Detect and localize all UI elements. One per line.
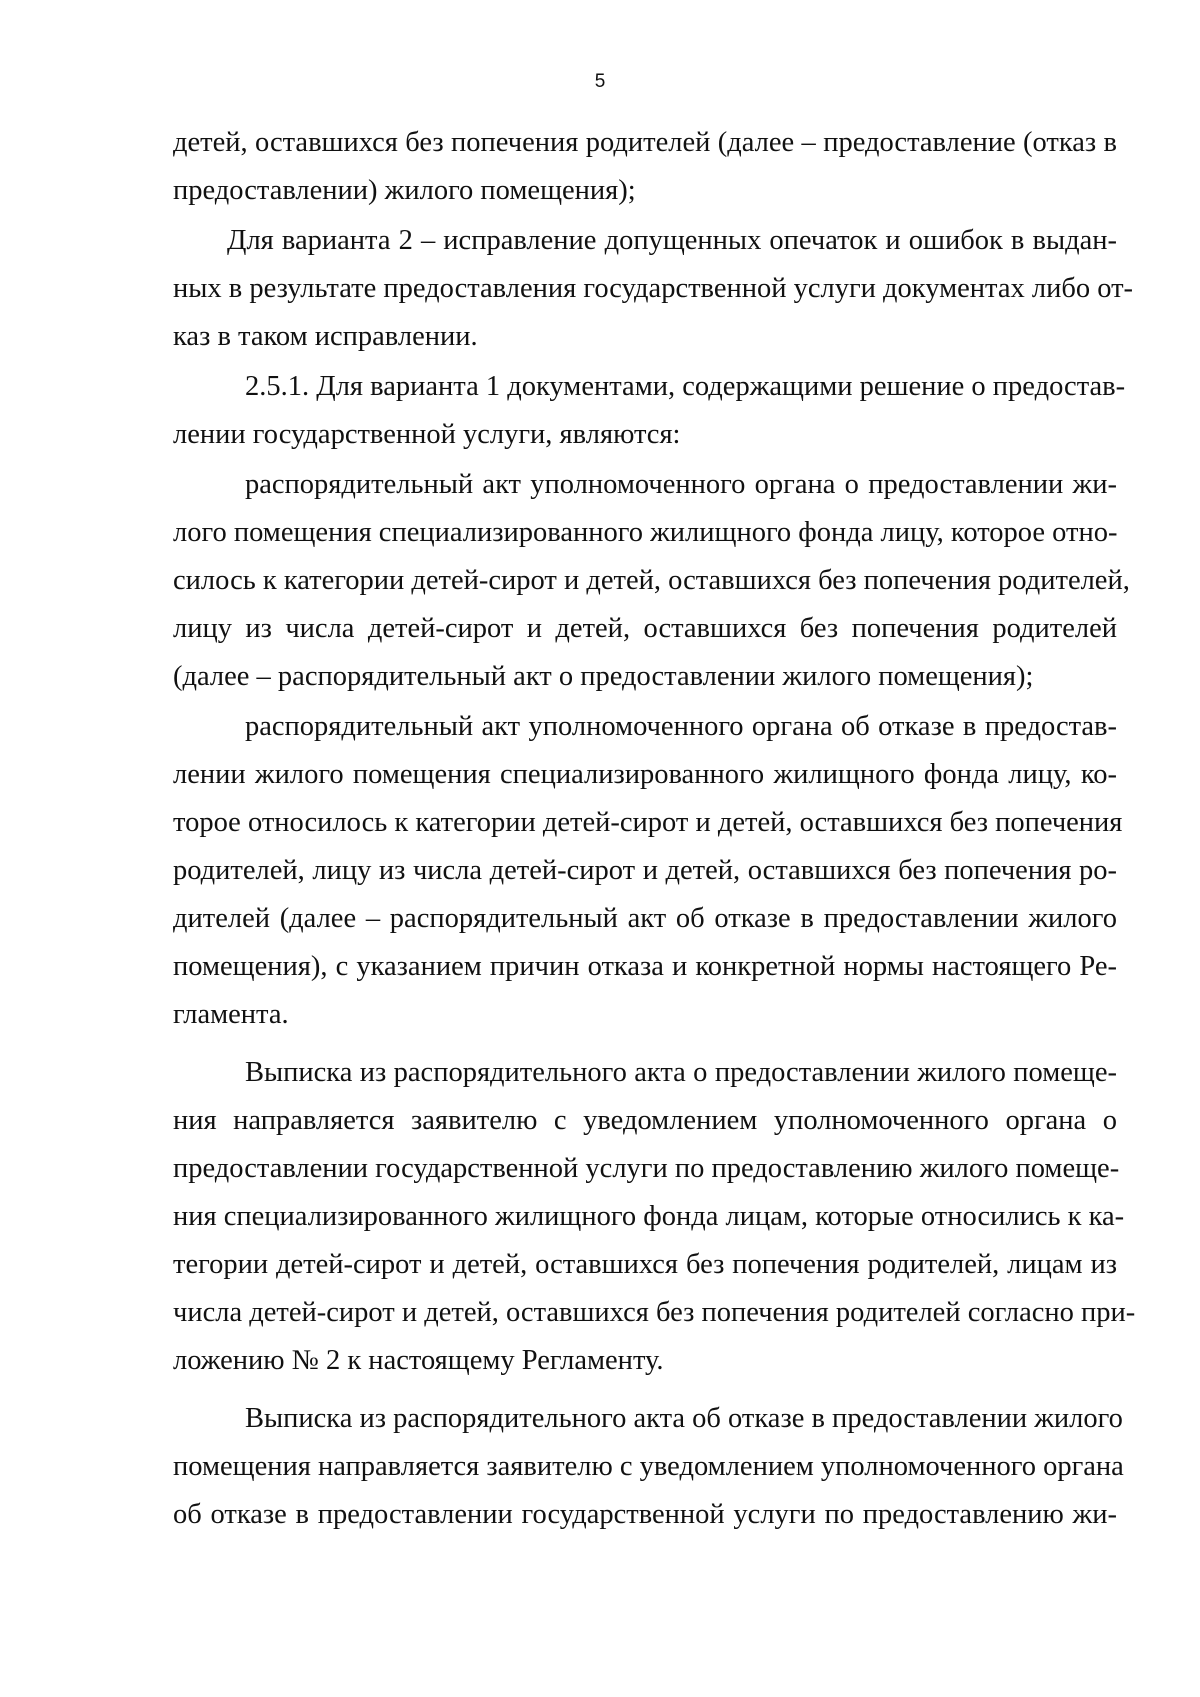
text-line: Выписка из распорядительного акта об отказе в предоставлении жилого — [245, 1403, 1123, 1434]
text-line: Выписка из распорядительного акта о предоставлении жилого помеще- — [245, 1057, 1117, 1088]
paragraph-variant-2 — [173, 217, 1134, 361]
text-line: гламента. — [173, 999, 289, 1030]
text-line: каз в таком исправлении. — [173, 321, 478, 352]
text-line: лении жилого помещения специализированного жилищного фонда лицу, ко- — [173, 759, 1117, 790]
page-number: 5 — [594, 71, 606, 92]
text-line: ложению № 2 к настоящему Регламенту. — [173, 1345, 664, 1376]
text-line: помещения), с указанием причин отказа и конкретной нормы настоящего Ре- — [173, 951, 1117, 982]
text-line: предоставлении) жилого помещения); — [173, 175, 636, 206]
text-line: ния направляется заявителю с уведомлением уполномоченного органа о — [173, 1105, 1117, 1136]
text-line: ных в результате предоставления государственной услуги документах либо от- — [173, 273, 1134, 304]
text-line: ния специализированного жилищного фонда лицам, которые относились к ка- — [173, 1201, 1125, 1232]
text-line: родителей, лицу из числа детей-сирот и детей, оставшихся без попечения ро- — [173, 855, 1117, 886]
paragraph-continuation — [173, 119, 1117, 215]
text-line: распорядительный акт уполномоченного органа об отказе в предостав- — [245, 711, 1117, 742]
text-line: об отказе в предоставлении государственной услуги по предоставлению жи- — [173, 1499, 1117, 1530]
text-line: торое относилось к категории детей-сирот и детей, оставшихся без попечения — [173, 807, 1123, 838]
paragraph-act-refusal — [173, 703, 1123, 1039]
paragraph-act-provision — [173, 461, 1130, 701]
text-line: силось к категории детей-сирот и детей, оставшихся без попечения родителей, — [173, 565, 1130, 596]
text-line: Для варианта 2 – исправление допущенных опечаток и ошибок в выдан- — [227, 225, 1117, 256]
text-line: лицу из числа детей-сирот и детей, оставшихся без попечения родителей — [173, 613, 1117, 644]
text-line: дителей (далее – распорядительный акт об отказе в предоставлении жилого — [173, 903, 1117, 934]
text-line: (далее – распорядительный акт о предоставлении жилого помещения); — [173, 661, 1034, 692]
text-line: 2.5.1. Для варианта 1 документами, содержащими решение о предостав- — [245, 371, 1126, 402]
text-line: распорядительный акт уполномоченного органа о предоставлении жи- — [245, 469, 1117, 500]
text-line: лого помещения специализированного жилищного фонда лицу, которое отно- — [173, 517, 1118, 548]
paragraph-extract-provision — [173, 1049, 1136, 1385]
text-line: числа детей-сирот и детей, оставшихся без попечения родителей согласно при- — [173, 1297, 1136, 1328]
text-line: лении государственной услуги, являются: — [173, 419, 681, 450]
paragraph-extract-refusal — [173, 1395, 1124, 1539]
text-line: помещения направляется заявителю с уведомлением уполномоченного органа — [173, 1451, 1124, 1482]
text-line: предоставлении государственной услуги по предоставлению жилого помеще- — [173, 1153, 1120, 1184]
text-line: тегории детей-сирот и детей, оставшихся без попечения родителей, лицам из — [173, 1249, 1117, 1280]
paragraph-2-5-1 — [173, 363, 1126, 459]
text-line: детей, оставшихся без попечения родителей (далее – предоставление (отказ в — [173, 127, 1117, 158]
document-body — [173, 119, 1136, 1539]
